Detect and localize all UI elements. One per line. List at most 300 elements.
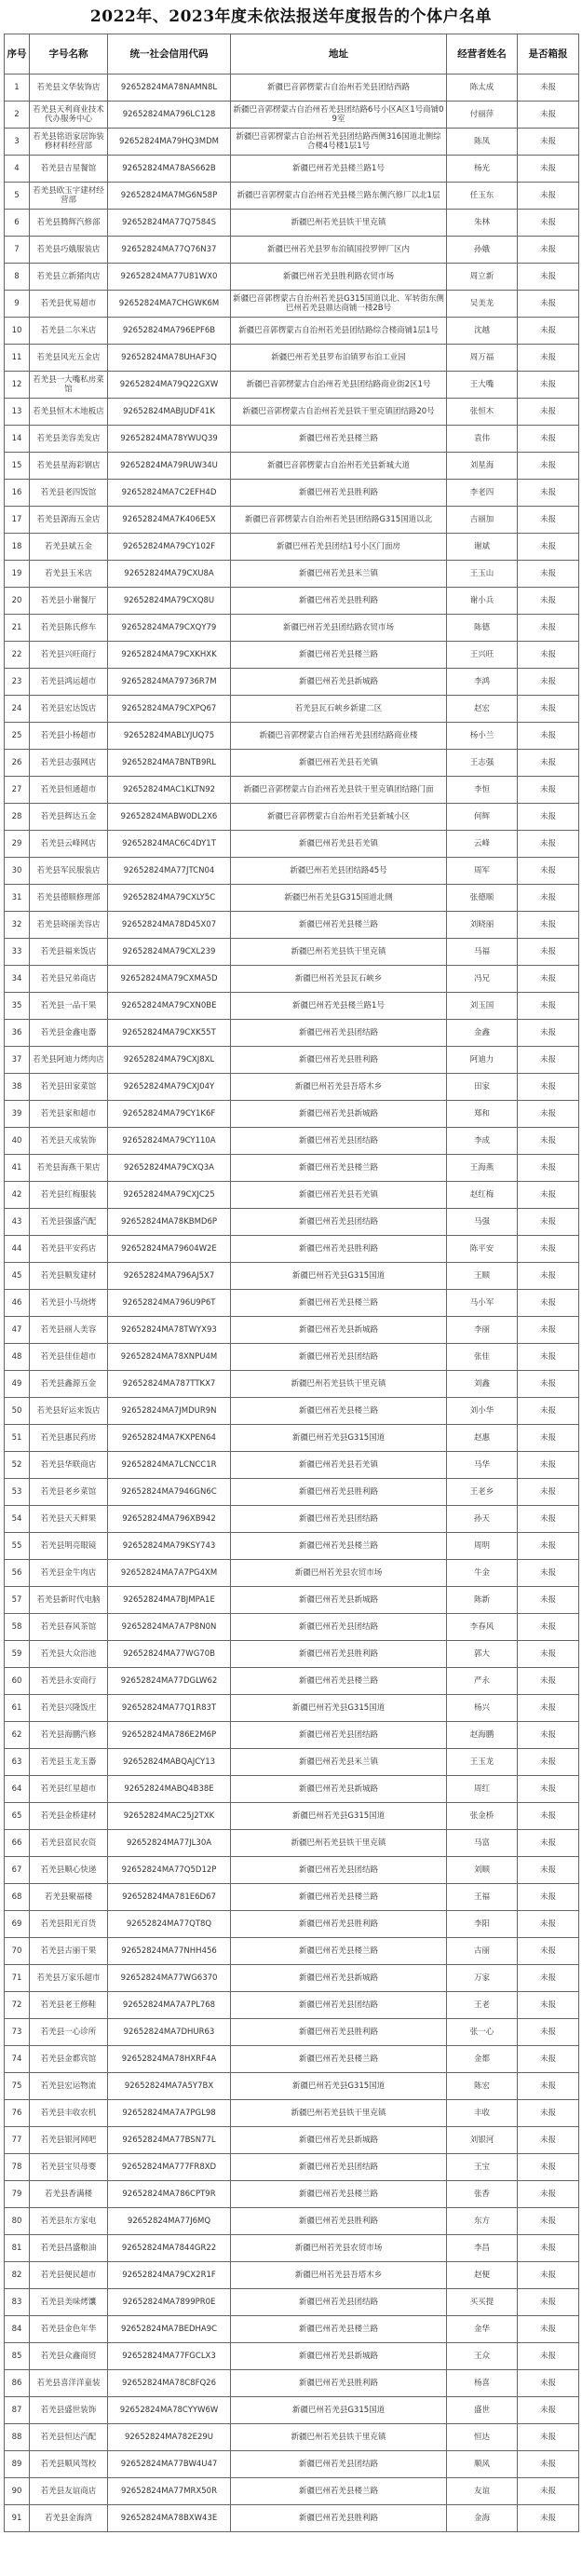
- cell-code: 92652824MA79CXMA5D: [108, 966, 231, 993]
- cell-index: 82: [5, 2262, 30, 2289]
- cell-status: 未报: [518, 885, 579, 912]
- cell-address: 新疆巴州若羌县吾塔木乡: [231, 1074, 447, 1101]
- cell-code: 92652824MA78CYYW6W: [108, 2397, 231, 2424]
- cell-name: 若羌县恒木木地板店: [30, 399, 108, 426]
- cell-name: 若羌县好运来饭店: [30, 1398, 108, 1425]
- cell-status: 未报: [518, 1074, 579, 1101]
- cell-address: 新疆巴州若羌县楼兰路1号: [231, 993, 447, 1020]
- cell-code: 92652824MA78NAMN8L: [108, 75, 231, 102]
- cell-operator: 赵海鹏: [447, 1722, 518, 1749]
- cell-index: 12: [5, 372, 30, 399]
- cell-index: 17: [5, 507, 30, 534]
- cell-name: 若羌县兄弟商店: [30, 966, 108, 993]
- cell-address: 新疆巴州若羌县团结路: [231, 1992, 447, 2019]
- cell-address: 新疆巴州若羌县铁干里克镇: [231, 939, 447, 966]
- cell-status: 未报: [518, 453, 579, 480]
- table-row: [5, 1992, 579, 2019]
- cell-index: 38: [5, 1074, 30, 1101]
- table-row: [5, 1074, 579, 1101]
- cell-address: 新疆巴州若羌县楼兰路: [231, 2478, 447, 2505]
- cell-name: 若羌县强盛汽配: [30, 1209, 108, 1236]
- cell-address: 新疆巴州若羌县胜利路农贸市场: [231, 264, 447, 291]
- cell-name: 若羌县德顺修理部: [30, 885, 108, 912]
- cell-address: 新疆巴州若羌县铁干里克镇: [231, 2424, 447, 2451]
- cell-status: 未报: [518, 1695, 579, 1722]
- cell-operator: 张恒木: [447, 399, 518, 426]
- cell-status: 未报: [518, 2019, 579, 2046]
- table-row: [5, 156, 579, 183]
- cell-address: 新疆巴音郭楞蒙古自治州若羌县新城小区: [231, 804, 447, 831]
- cell-status: 未报: [518, 507, 579, 534]
- table-row: [5, 588, 579, 615]
- cell-code: 92652824MA7899PR0E: [108, 2289, 231, 2316]
- cell-status: 未报: [518, 1155, 579, 1182]
- cell-status: 未报: [518, 1317, 579, 1344]
- cell-name: 若羌县顺风驾校: [30, 2451, 108, 2478]
- cell-operator: 王大嘴: [447, 372, 518, 399]
- cell-code: 92652824MA7JMDUR9N: [108, 1398, 231, 1425]
- table-row: [5, 2262, 579, 2289]
- table-row: [5, 1290, 579, 1317]
- cell-name: 若羌县惠民药房: [30, 1425, 108, 1452]
- cell-name: 若羌县优易超市: [30, 291, 108, 318]
- cell-index: 21: [5, 615, 30, 642]
- cell-name: 若羌县海燕干果店: [30, 1155, 108, 1182]
- cell-operator: 赵红梅: [447, 1182, 518, 1209]
- cell-index: 62: [5, 1722, 30, 1749]
- cell-name: 若羌县腾辉汽修部: [30, 210, 108, 237]
- cell-code: 92652824MA77J6MQ: [108, 2208, 231, 2235]
- cell-operator: 阿迪力: [447, 1047, 518, 1074]
- cell-operator: 赵惠: [447, 1425, 518, 1452]
- cell-operator: 李成: [447, 1128, 518, 1155]
- cell-status: 未报: [518, 534, 579, 561]
- cell-code: 92652824MA78KBMD6P: [108, 1209, 231, 1236]
- cell-code: 92652824MA79CY102F: [108, 534, 231, 561]
- cell-address: 新疆巴州若羌县罗布泊镇罗布泊工业园: [231, 345, 447, 372]
- cell-address: 新疆巴州若羌县瓦石峡乡: [231, 966, 447, 993]
- cell-address: 新疆巴音郭楞蒙古自治州若羌县团结西路: [231, 75, 447, 102]
- cell-operator: 李春风: [447, 1614, 518, 1641]
- cell-address: 新疆巴州若羌县楼兰路: [231, 2046, 447, 2073]
- cell-index: 87: [5, 2397, 30, 2424]
- cell-status: 未报: [518, 1533, 579, 1560]
- table-row: [5, 237, 579, 264]
- cell-operator: 李老四: [447, 480, 518, 507]
- header-name: 字号名称: [30, 34, 108, 75]
- cell-name: 若羌县万家乐超市: [30, 1965, 108, 1992]
- cell-code: 92652824MA77JTCN04: [108, 858, 231, 885]
- cell-name: 若羌县红梅服装: [30, 1182, 108, 1209]
- roster-table: [4, 34, 579, 2532]
- cell-status: 未报: [518, 2046, 579, 2073]
- cell-name: 若羌县铭语家居饰装修材料经营部: [30, 129, 108, 156]
- cell-status: 未报: [518, 1614, 579, 1641]
- cell-address: 新疆巴州若羌县楼兰路1号: [231, 156, 447, 183]
- cell-status: 未报: [518, 1965, 579, 1992]
- cell-index: 37: [5, 1047, 30, 1074]
- cell-name: 若羌县新时代电脑: [30, 1587, 108, 1614]
- cell-status: 未报: [518, 1047, 579, 1074]
- cell-index: 67: [5, 1857, 30, 1884]
- cell-operator: 马华: [447, 1452, 518, 1479]
- cell-operator: 刘晓丽: [447, 912, 518, 939]
- cell-index: 91: [5, 2505, 30, 2532]
- table-row: [5, 2343, 579, 2370]
- cell-status: 未报: [518, 1182, 579, 1209]
- cell-address: 新疆巴州若羌县新城路: [231, 1101, 447, 1128]
- cell-address: 新疆巴州若羌县团结路农贸市场: [231, 615, 447, 642]
- cell-code: 92652824MA79CXKHXK: [108, 642, 231, 669]
- table-row: [5, 1479, 579, 1506]
- cell-address: 新疆巴州若羌县团结路: [231, 1857, 447, 1884]
- cell-operator: 顺风: [447, 2451, 518, 2478]
- cell-index: 70: [5, 1938, 30, 1965]
- cell-address: 新疆巴州若羌县楼兰路: [231, 1290, 447, 1317]
- cell-status: 未报: [518, 2478, 579, 2505]
- cell-name: 若羌县二尔米店: [30, 318, 108, 345]
- cell-name: 若羌县陈氏修车: [30, 615, 108, 642]
- header-row: [5, 34, 579, 75]
- cell-code: 92652824MA79CX2R1F: [108, 2262, 231, 2289]
- cell-code: 92652824MA7BNTB9RL: [108, 750, 231, 777]
- cell-index: 36: [5, 1020, 30, 1047]
- cell-operator: 金鑫: [447, 1020, 518, 1047]
- cell-code: 92652824MA796EPF6B: [108, 318, 231, 345]
- cell-status: 未报: [518, 1722, 579, 1749]
- cell-operator: 袁伟: [447, 426, 518, 453]
- table-row: [5, 858, 579, 885]
- cell-name: 若羌县古丽干果: [30, 1938, 108, 1965]
- cell-code: 92652824MA7KXPEN64: [108, 1425, 231, 1452]
- table-row: [5, 912, 579, 939]
- table-row: [5, 1317, 579, 1344]
- cell-address: 新疆巴州若羌县团结路: [231, 2451, 447, 2478]
- cell-address: 新疆巴州若羌县米兰镇: [231, 1749, 447, 1776]
- cell-index: 52: [5, 1452, 30, 1479]
- cell-name: 若羌县华联商店: [30, 1452, 108, 1479]
- cell-operator: 谢斌: [447, 534, 518, 561]
- cell-status: 未报: [518, 2316, 579, 2343]
- cell-operator: 张德顺: [447, 885, 518, 912]
- cell-status: 未报: [518, 939, 579, 966]
- cell-address: 新疆巴州若羌县铁干里克镇: [231, 1371, 447, 1398]
- cell-status: 未报: [518, 1587, 579, 1614]
- cell-name: 若羌县昌盛粮油: [30, 2235, 108, 2262]
- cell-index: 2: [5, 102, 30, 129]
- table-row: [5, 2424, 579, 2451]
- cell-status: 未报: [518, 1020, 579, 1047]
- cell-name: 若羌县晓丽美容店: [30, 912, 108, 939]
- cell-index: 4: [5, 156, 30, 183]
- cell-code: 92652824MA77FGCLX3: [108, 2343, 231, 2370]
- cell-address: 新疆巴州若羌县胜利路: [231, 1641, 447, 1668]
- cell-name: 若羌县兴旺商行: [30, 642, 108, 669]
- cell-index: 65: [5, 1803, 30, 1830]
- table-row: [5, 2100, 579, 2127]
- table-row: [5, 1803, 579, 1830]
- table-row: [5, 831, 579, 858]
- table-row: [5, 1560, 579, 1587]
- cell-status: 未报: [518, 2505, 579, 2532]
- cell-status: 未报: [518, 2397, 579, 2424]
- cell-operator: 周万福: [447, 345, 518, 372]
- cell-status: 未报: [518, 912, 579, 939]
- cell-operator: 东方: [447, 2208, 518, 2235]
- cell-status: 未报: [518, 2100, 579, 2127]
- cell-code: 92652824MA782E29U: [108, 2424, 231, 2451]
- cell-code: 92652824MA79CXPQ67: [108, 696, 231, 723]
- table-row: [5, 2316, 579, 2343]
- cell-name: 若羌县田家菜馆: [30, 1074, 108, 1101]
- cell-code: 92652824MA77BSN77L: [108, 2127, 231, 2154]
- cell-operator: 任玉东: [447, 183, 518, 210]
- cell-operator: 王福: [447, 1884, 518, 1911]
- cell-index: 22: [5, 642, 30, 669]
- cell-address: 新疆巴州若羌县楼兰路: [231, 912, 447, 939]
- cell-status: 未报: [518, 2289, 579, 2316]
- cell-code: 92652824MA781E6D67: [108, 1884, 231, 1911]
- cell-code: 92652824MA79CXQ3A: [108, 1155, 231, 1182]
- cell-status: 未报: [518, 615, 579, 642]
- cell-operator: 王志强: [447, 750, 518, 777]
- cell-code: 92652824MA7CHGWK6M: [108, 291, 231, 318]
- cell-status: 未报: [518, 1857, 579, 1884]
- cell-status: 未报: [518, 102, 579, 129]
- cell-address: 新疆巴州若羌县新城路: [231, 1965, 447, 1992]
- cell-operator: 金华: [447, 2316, 518, 2343]
- table-row: [5, 615, 579, 642]
- cell-name: 若羌县明亮眼镜: [30, 1533, 108, 1560]
- cell-index: 42: [5, 1182, 30, 1209]
- cell-address: 新疆巴州若羌县团结路: [231, 1128, 447, 1155]
- cell-index: 8: [5, 264, 30, 291]
- cell-name: 若羌县美味烤馕: [30, 2289, 108, 2316]
- cell-code: 92652824MA77WG70B: [108, 1641, 231, 1668]
- cell-index: 35: [5, 993, 30, 1020]
- table-body: [5, 75, 579, 2532]
- cell-address: 新疆巴音郭楞蒙古自治州若羌县团结路西侧316国道北侧综合楼4号楼1层1号: [231, 129, 447, 156]
- cell-index: 43: [5, 1209, 30, 1236]
- cell-name: 若羌县平安药店: [30, 1236, 108, 1263]
- table-row: [5, 534, 579, 561]
- cell-operator: 陈凤: [447, 129, 518, 156]
- table-row: [5, 1182, 579, 1209]
- table-row: [5, 1344, 579, 1371]
- cell-code: 92652824MA79CXQY79: [108, 615, 231, 642]
- cell-code: 92652824MA79KSY743: [108, 1533, 231, 1560]
- cell-status: 未报: [518, 966, 579, 993]
- cell-code: 92652824MA7A7PGL98: [108, 2100, 231, 2127]
- cell-code: 92652824MA786E2M6P: [108, 1722, 231, 1749]
- cell-operator: 沈越: [447, 318, 518, 345]
- cell-operator: 付丽萍: [447, 102, 518, 129]
- cell-code: 92652824MA7BEDHA9C: [108, 2316, 231, 2343]
- table-row: [5, 2073, 579, 2100]
- cell-status: 未报: [518, 210, 579, 237]
- cell-status: 未报: [518, 1506, 579, 1533]
- cell-code: 92652824MABQ4B38E: [108, 1776, 231, 1803]
- cell-operator: 张金桥: [447, 1803, 518, 1830]
- table-row: [5, 399, 579, 426]
- cell-code: 92652824MA79CXJ8XL: [108, 1047, 231, 1074]
- cell-index: 25: [5, 723, 30, 750]
- cell-status: 未报: [518, 1830, 579, 1857]
- cell-status: 未报: [518, 1803, 579, 1830]
- table-row: [5, 210, 579, 237]
- cell-operator: 张佳: [447, 1344, 518, 1371]
- cell-code: 92652824MA78XNPU4M: [108, 1344, 231, 1371]
- cell-code: 92652824MA77JL30A: [108, 1830, 231, 1857]
- cell-name: 若羌县宝贝母婴: [30, 2154, 108, 2181]
- table-row: [5, 1425, 579, 1452]
- cell-code: 92652824MA77Q1R83T: [108, 1695, 231, 1722]
- cell-status: 未报: [518, 1641, 579, 1668]
- cell-address: 新疆巴州若羌县铁干里克镇: [231, 1830, 447, 1857]
- cell-address: 新疆巴州若羌县铁干里克镇: [231, 2100, 447, 2127]
- table-row: [5, 1965, 579, 1992]
- cell-name: 若羌县金桥建材: [30, 1803, 108, 1830]
- cell-code: 92652824MA77Q7584S: [108, 210, 231, 237]
- header-reported: 是否箱报: [518, 34, 579, 75]
- cell-name: 若羌县天天鲜果: [30, 1506, 108, 1533]
- cell-code: 92652824MAC6C4DY1T: [108, 831, 231, 858]
- cell-operator: 王宝: [447, 2154, 518, 2181]
- cell-status: 未报: [518, 183, 579, 210]
- table-row: [5, 1857, 579, 1884]
- cell-code: 92652824MA79CXL239: [108, 939, 231, 966]
- cell-operator: 王玉龙: [447, 1749, 518, 1776]
- cell-address: 新疆巴州若羌县新城路: [231, 2343, 447, 2370]
- cell-name: 若羌县一大嘴私房菜馆: [30, 372, 108, 399]
- cell-code: 92652824MA79CXK55T: [108, 1020, 231, 1047]
- cell-index: 66: [5, 1830, 30, 1857]
- cell-name: 若羌县宏运物流: [30, 2073, 108, 2100]
- cell-operator: 赵宏: [447, 696, 518, 723]
- cell-operator: 孙娥: [447, 237, 518, 264]
- cell-address: 新疆巴州若羌县楼兰路: [231, 2316, 447, 2343]
- table-row: [5, 1776, 579, 1803]
- cell-code: 92652824MA79CXU8A: [108, 561, 231, 588]
- cell-name: 若羌县辉达五金: [30, 804, 108, 831]
- cell-index: 15: [5, 453, 30, 480]
- cell-status: 未报: [518, 2181, 579, 2208]
- cell-name: 若羌县源海五金店: [30, 507, 108, 534]
- cell-status: 未报: [518, 237, 579, 264]
- cell-index: 68: [5, 1884, 30, 1911]
- cell-address: 新疆巴州若羌县铁干里克镇: [231, 210, 447, 237]
- cell-code: 92652824MA7844GR22: [108, 2235, 231, 2262]
- page-title: 2022年、2023年度未依法报送年度报告的个体户名单: [89, 7, 493, 26]
- cell-code: 92652824MA78YWUQ39: [108, 426, 231, 453]
- cell-index: 14: [5, 426, 30, 453]
- cell-operator: 周红: [447, 1776, 518, 1803]
- cell-address: 新疆巴州若羌县团结路45号: [231, 858, 447, 885]
- cell-address: 新疆巴州若羌县胜利路: [231, 2505, 447, 2532]
- cell-name: 若羌县玉龙玉器: [30, 1749, 108, 1776]
- cell-code: 92652824MA7BJMPA1E: [108, 1587, 231, 1614]
- table-row: [5, 1101, 579, 1128]
- cell-address: 新疆巴州若羌县楼兰路: [231, 2181, 447, 2208]
- table-row: [5, 2478, 579, 2505]
- cell-address: 新疆巴州若羌县胜利路: [231, 1911, 447, 1938]
- cell-name: 若羌县盛世装饰: [30, 2397, 108, 2424]
- table-row: [5, 102, 579, 129]
- cell-status: 未报: [518, 561, 579, 588]
- cell-code: 92652824MA78TWYX93: [108, 1317, 231, 1344]
- cell-name: 若羌县富民农资: [30, 1830, 108, 1857]
- cell-name: 若羌县美容美发店: [30, 426, 108, 453]
- cell-name: 若羌县海鹏汽修: [30, 1722, 108, 1749]
- cell-name: 若羌县友谊商店: [30, 2478, 108, 2505]
- cell-operator: 陈平安: [447, 1236, 518, 1263]
- cell-status: 未报: [518, 1479, 579, 1506]
- cell-operator: 吉丽加: [447, 507, 518, 534]
- cell-index: 76: [5, 2100, 30, 2127]
- cell-operator: 周明: [447, 1533, 518, 1560]
- cell-address: 新疆巴州若羌县新城路: [231, 2127, 447, 2154]
- cell-index: 19: [5, 561, 30, 588]
- table-row: [5, 507, 579, 534]
- table-row: [5, 885, 579, 912]
- table-row: [5, 1020, 579, 1047]
- cell-index: 84: [5, 2316, 30, 2343]
- cell-name: 若羌县福来饭店: [30, 939, 108, 966]
- cell-code: 92652824MA7A7P8N0N: [108, 1614, 231, 1641]
- cell-code: 92652824MA79604W2E: [108, 1236, 231, 1263]
- cell-operator: 严永: [447, 1668, 518, 1695]
- cell-operator: 王老乡: [447, 1479, 518, 1506]
- table-row: [5, 372, 579, 399]
- cell-status: 未报: [518, 1749, 579, 1776]
- cell-name: 若羌县小马烧烤: [30, 1290, 108, 1317]
- cell-code: 92652824MA79CY1K6F: [108, 1101, 231, 1128]
- cell-code: 92652824MA786CPT9R: [108, 2181, 231, 2208]
- cell-name: 若羌县阿迪力烤肉店: [30, 1047, 108, 1074]
- cell-operator: 杨兴: [447, 1695, 518, 1722]
- cell-status: 未报: [518, 291, 579, 318]
- cell-index: 81: [5, 2235, 30, 2262]
- cell-name: 若羌县星海彩钢店: [30, 453, 108, 480]
- cell-status: 未报: [518, 831, 579, 858]
- cell-index: 59: [5, 1641, 30, 1668]
- cell-operator: 朱林: [447, 210, 518, 237]
- cell-code: 92652824MABQAJCY13: [108, 1749, 231, 1776]
- cell-code: 92652824MA796AJ5X7: [108, 1263, 231, 1290]
- cell-index: 55: [5, 1533, 30, 1560]
- table-row: [5, 1830, 579, 1857]
- cell-name: 若羌县金都宾馆: [30, 2046, 108, 2073]
- cell-address: 新疆巴州若羌县团结路: [231, 2289, 447, 2316]
- cell-name: 若羌县恒达汽配: [30, 2424, 108, 2451]
- cell-address: 新疆巴州若羌县团结路: [231, 2154, 447, 2181]
- cell-status: 未报: [518, 1101, 579, 1128]
- cell-code: 92652824MA79HQ3MDM: [108, 129, 231, 156]
- table-row: [5, 993, 579, 1020]
- cell-status: 未报: [518, 1884, 579, 1911]
- cell-address: 新疆巴音郭楞蒙古自治州若羌县新城大道: [231, 453, 447, 480]
- cell-name: 若羌县佳佳超市: [30, 1344, 108, 1371]
- cell-address: 新疆巴州若羌县胜利路: [231, 480, 447, 507]
- cell-address: 新疆巴音郭楞蒙古自治州若羌县铁干里克镇团结路门面: [231, 777, 447, 804]
- cell-address: 新疆巴州若羌县团结路: [231, 1506, 447, 1533]
- cell-status: 未报: [518, 1263, 579, 1290]
- cell-index: 1: [5, 75, 30, 102]
- cell-index: 6: [5, 210, 30, 237]
- cell-name: 若羌县家和超市: [30, 1101, 108, 1128]
- cell-status: 未报: [518, 75, 579, 102]
- cell-operator: 李丽: [447, 1317, 518, 1344]
